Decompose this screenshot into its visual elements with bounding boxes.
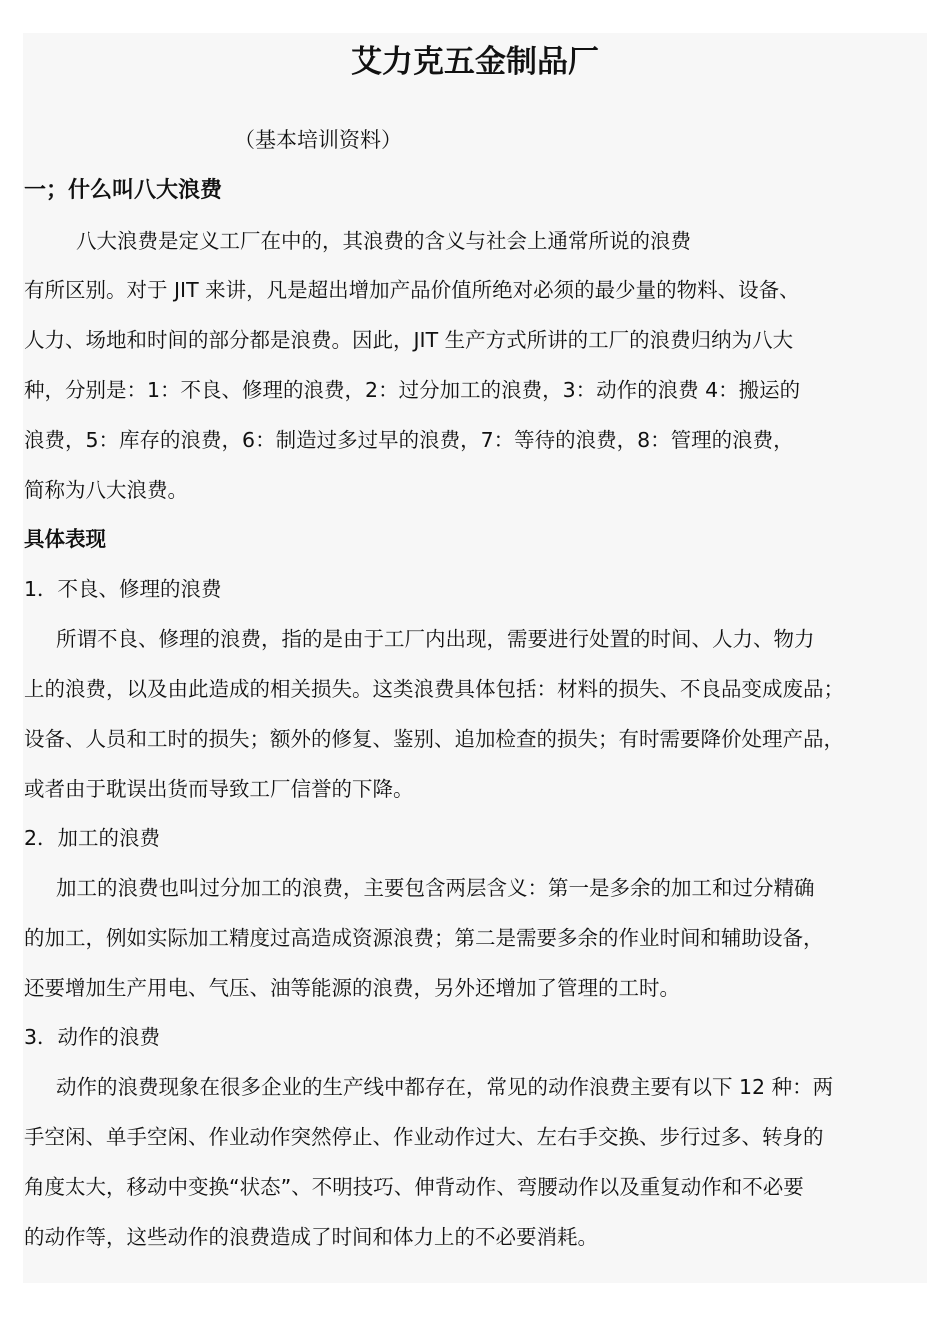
paragraph-line: 还要增加生产用电、气压、油等能源的浪费，另外还增加了管理的工时。 xyxy=(24,976,680,1000)
paragraph-line: 所谓不良、修理的浪费，指的是由于工厂内出现，需要进行处置的时间、人力、物力 xyxy=(56,627,815,651)
paragraph-line: 的加工，例如实际加工精度过高造成资源浪费；第二是需要多余的作业时间和辅助设备， xyxy=(24,926,824,950)
paragraph-line: 的动作等，这些动作的浪费造成了时间和体力上的不必要消耗。 xyxy=(24,1225,598,1249)
section-heading: 一；什么叫八大浪费 xyxy=(24,178,223,203)
paragraph-line: 简称为八大浪费。 xyxy=(24,478,188,502)
paragraph-line: 或者由于耽误出货而导致工厂信誉的下降。 xyxy=(24,777,414,801)
document-subtitle: （基本培训资料） xyxy=(234,128,402,152)
document-title: 艾力克五金制品厂 xyxy=(351,44,599,80)
paragraph-line: 设备、人员和工时的损失；额外的修复、鉴别、追加检查的损失；有时需要降价处理产品， xyxy=(24,727,844,751)
paragraph-line: 八大浪费是定义工厂在中的，其浪费的含义与社会上通常所说的浪费 xyxy=(76,229,691,253)
item-title: 2．加工的浪费 xyxy=(24,826,161,850)
paragraph-line: 人力、场地和时间的部分都是浪费。因此，JIT 生产方式所讲的工厂的浪费归纳为八大 xyxy=(24,328,794,352)
paragraph-line: 动作的浪费现象在很多企业的生产线中都存在，常见的动作浪费主要有以下 12 种：两 xyxy=(56,1075,834,1099)
item-title: 3．动作的浪费 xyxy=(24,1025,161,1049)
item-title: 1．不良、修理的浪费 xyxy=(24,577,222,601)
paragraph-line: 有所区别。对于 JIT 来讲，凡是超出增加产品价值所绝对必须的最少量的物料、设备、 xyxy=(24,278,800,302)
paragraph-line: 上的浪费，以及由此造成的相关损失。这类浪费具体包括：材料的损失、不良品变成废品； xyxy=(24,677,844,701)
subsection-heading: 具体表现 xyxy=(24,527,106,551)
paragraph-line: 浪费，5：库存的浪费，6：制造过多过早的浪费，7：等待的浪费，8：管理的浪费， xyxy=(24,428,794,452)
paragraph-line: 角度太大，移动中变换“状态”、不明技巧、伸背动作、弯腰动作以及重复动作和不必要 xyxy=(24,1175,804,1199)
paragraph-line: 加工的浪费也叫过分加工的浪费，主要包含两层含义：第一是多余的加工和过分精确 xyxy=(56,876,815,900)
paragraph-line: 手空闲、单手空闲、作业动作突然停止、作业动作过大、左右手交换、步行过多、转身的 xyxy=(24,1125,824,1149)
paragraph-line: 种，分别是：1：不良、修理的浪费，2：过分加工的浪费，3：动作的浪费 4：搬运的 xyxy=(24,378,801,402)
